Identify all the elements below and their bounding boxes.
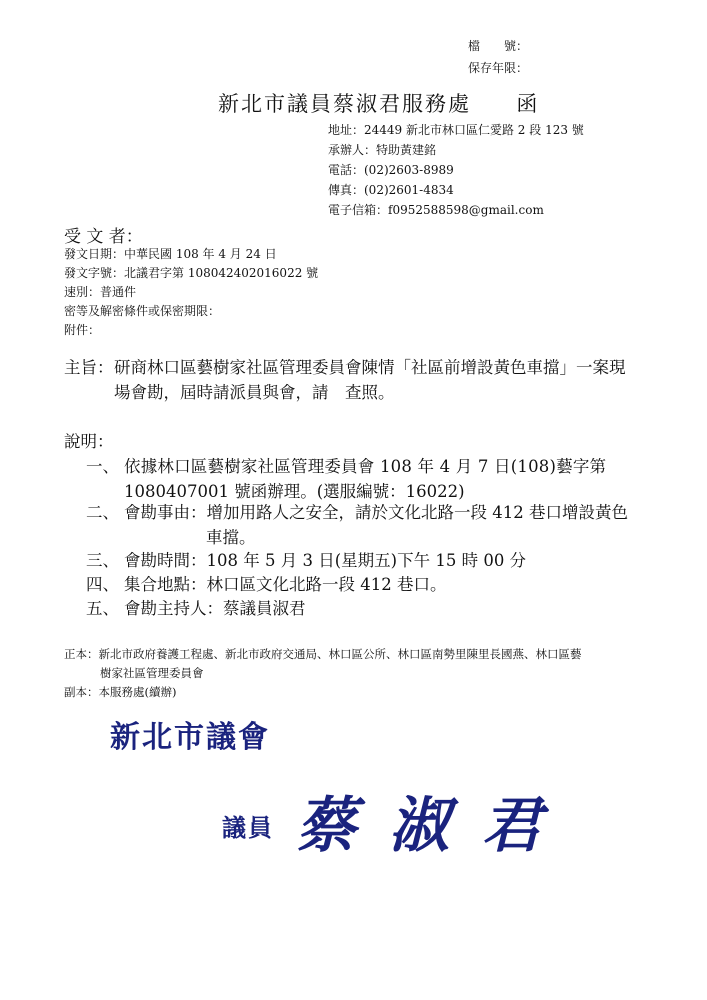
explanation-item-line: 會勘時間：108 年 5 月 3 日(星期五)下午 15 時 00 分 [124,551,527,570]
explanation-label: 說明： [64,432,114,451]
subject-label: 主旨： [64,358,114,377]
file-number-label: 檔 號： [468,39,529,53]
office-title: 新北市議員蔡淑君服務處 [218,92,471,116]
document-title [218,88,539,118]
meta-block [64,246,318,341]
councilor-role-seal: 議員 [222,814,274,842]
distribution-main-continued: 樹家社區管理委員會 [100,666,204,680]
explanation-item-line: 車擋。 [206,528,256,547]
attachment: 附件： [64,323,101,337]
explanation-item-num: 五、 [86,599,119,618]
document-number: 發文字號：北議君字第 108042402016022 號 [64,266,319,280]
distribution-copy: 副本：本服務處(續辦) [64,685,177,699]
recipient-label: 受 文 者： [64,227,143,247]
explanation-item-line: 集合地點：林口區文化北路一段 412 巷口。 [124,575,447,594]
distribution-main: 正本：新北市政府養護工程處、新北市政府交通局、林口區公所、林口區南勢里陳里長國燕、林口區藝 [64,647,582,661]
councilor-name-signature: 蔡 淑 君 [296,791,548,861]
explanation-item-num: 三、 [86,551,119,570]
fax: 傳真：(02)2601-4834 [328,183,454,197]
security-level: 密等及解密條件或保密期限： [64,304,221,318]
issue-date: 發文日期：中華民國 108 年 4 月 24 日 [64,247,277,261]
explanation-item-line: 會勘事由：增加用路人之安全，請於文化北路一段 412 巷口增設黃色 [124,503,628,522]
explanation-item-num: 四、 [86,575,119,594]
explanation-item-num: 一、 [86,457,119,476]
delivery-speed: 速別：普通件 [64,285,137,299]
subject-line-2: 場會勘，屆時請派員與會，請 查照。 [114,383,395,402]
phone: 電話：(02)2603-8989 [328,163,454,177]
explanation-item-num: 二、 [86,503,119,522]
subject-line-1: 研商林口區藝樹家社區管理委員會陳情「社區前增設黃色車擋」一案現 [114,358,626,377]
contact-block [328,122,584,222]
explanation-item-line: 依據林口區藝樹家社區管理委員會 108 年 4 月 7 日(108)藝字第 [124,457,607,476]
retention-period-label: 保存年限： [468,61,529,75]
explanation-item-line: 會勘主持人：蔡議員淑君 [124,599,306,618]
address: 地址：24449 新北市林口區仁愛路 2 段 123 號 [328,123,584,137]
council-seal-text: 新北市議會 [110,720,270,755]
email: 電子信箱：f0952588598@gmail.com [328,203,544,217]
document-type: 函 [516,92,540,116]
handler: 承辦人：特助黃建銘 [328,143,437,157]
explanation-item-line: 1080407001 號函辦理。(選服編號：16022) [124,482,465,501]
